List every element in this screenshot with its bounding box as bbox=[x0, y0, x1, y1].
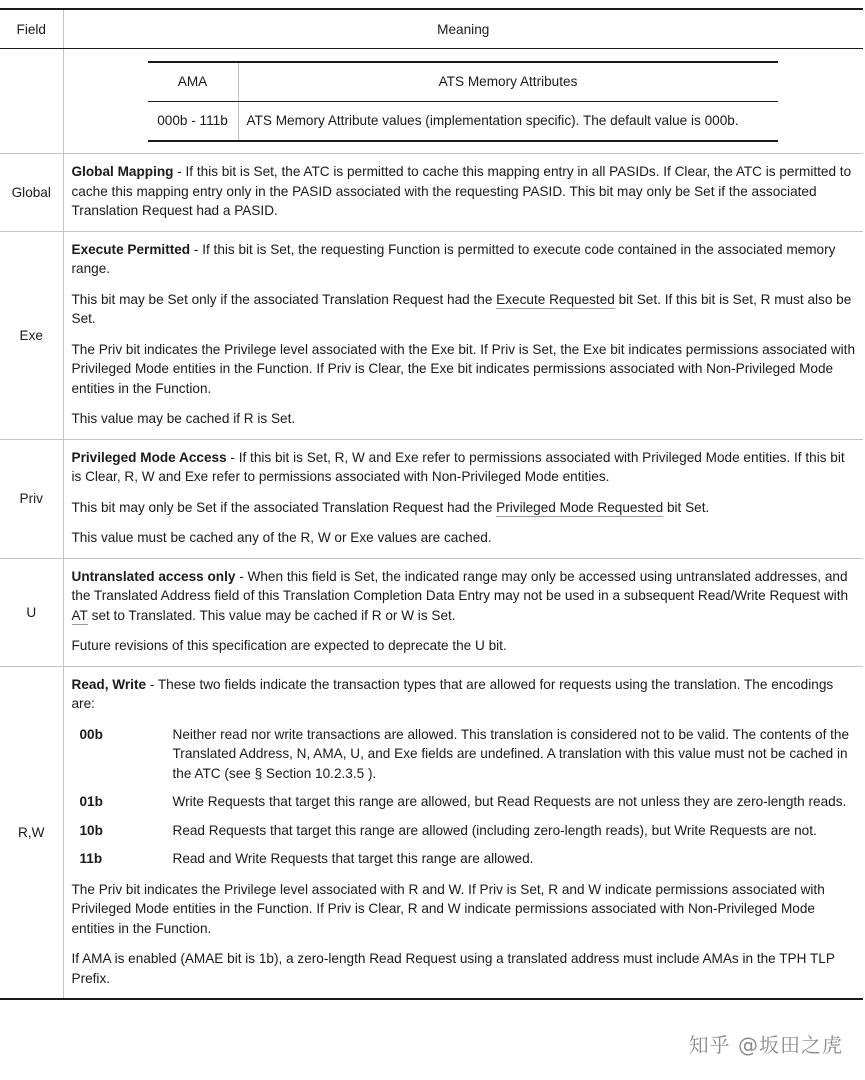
table-row-priv bbox=[0, 439, 863, 558]
encoding-row-11b bbox=[80, 849, 856, 869]
exe-text-2b: bit Set. If this bit is Set, R must also be Set. bbox=[71, 291, 852, 326]
watermark: 知乎 @坂田之虎 bbox=[688, 1033, 843, 1057]
priv-paragraph-3: This value must be cached any of the R, W or Exe values are cached. bbox=[71, 530, 492, 545]
ats-memory-attributes-col-header: ATS Memory Attributes bbox=[238, 62, 778, 102]
table-row-u bbox=[0, 558, 863, 666]
encoding-row-01b bbox=[80, 792, 856, 812]
exe-paragraph-4: This value may be cached if R is Set. bbox=[71, 411, 296, 426]
encoding-code: 01b bbox=[79, 794, 103, 809]
field-name-global: Global bbox=[0, 154, 63, 232]
priv-paragraph-2 bbox=[72, 498, 856, 518]
table-row-exe bbox=[0, 231, 863, 439]
encoding-row-10b bbox=[80, 821, 856, 841]
table-row-ama bbox=[0, 49, 863, 154]
u-paragraph-2: Future revisions of this specification are expected to deprecate the U bit. bbox=[71, 638, 507, 653]
global-text: - If this bit is Set, the ATC is permitted to cache this mapping entry in all PASIDs. If Clear, the ATC is permitted to cache this mapping entry only in the PASID associated with the requesting PASID. This bit may only be Set if the associated Translation Request had a PASID. bbox=[71, 164, 852, 218]
global-paragraph bbox=[72, 162, 856, 221]
execute-requested-link[interactable]: Execute Requested bbox=[496, 291, 615, 307]
priv-text-2a: This bit may only be Set if the associated Translation Request had the bbox=[71, 499, 497, 515]
rw-title: Read, Write bbox=[71, 676, 147, 692]
ama-description: ATS Memory Attribute values (implementation specific). The default value is 000b. bbox=[238, 101, 778, 141]
privileged-mode-requested-link[interactable]: Privileged Mode Requested bbox=[496, 499, 664, 515]
u-title: Untranslated access only bbox=[71, 568, 236, 584]
encoding-code: 00b bbox=[79, 726, 103, 742]
field-name-priv: Priv bbox=[0, 439, 63, 558]
exe-paragraph-3: The Priv bit indicates the Privilege level associated with the Exe bit. If Priv is Set, the Exe bit indicates permissions associated with Privileged Mode entities in the Function. If Priv is Clear, the Exe bit indicates permissions associated with Non-Privileged Mode entities in the Function. bbox=[71, 341, 856, 396]
encoding-code: 10b bbox=[79, 822, 103, 838]
u-text-1b: set to Translated. This value may be cached if R or W is Set. bbox=[87, 607, 456, 623]
encoding-row-00b bbox=[80, 725, 856, 784]
global-title: Global Mapping bbox=[71, 164, 174, 179]
meaning-u bbox=[63, 558, 863, 666]
encoding-code: 11b bbox=[79, 851, 103, 866]
field-name-rw: R,W bbox=[0, 666, 63, 999]
field-cell-empty bbox=[0, 49, 63, 154]
encoding-text: Neither read nor write transactions are allowed. This translation is considered not to be valid. The contents of the Translated Address, N, AMA, U, and Exe fields are undefined. A translation with this value must not be cached in the ATC (see § Section 10.2.3.5 ). bbox=[172, 726, 850, 781]
meaning-priv bbox=[63, 439, 863, 558]
field-definition-table bbox=[0, 8, 863, 1000]
priv-paragraph-1 bbox=[72, 448, 856, 487]
exe-paragraph-2 bbox=[72, 290, 856, 329]
u-paragraph-1 bbox=[72, 567, 856, 626]
priv-title: Privileged Mode Access bbox=[71, 449, 227, 465]
meaning-rw bbox=[63, 666, 863, 999]
table-row-rw bbox=[0, 666, 863, 999]
ama-subtable-row bbox=[148, 101, 778, 141]
encoding-text: Read Requests that target this range are allowed (including zero-length reads), but Write Requests are not. bbox=[172, 822, 817, 838]
u-text-1a: - When this field is Set, the indicated range may only be accessed using untranslated addresses, and the Translated Address field of this Translation Completion Data Entry may not be used in a subsequent Read/Write Request with bbox=[71, 568, 849, 603]
table-header-row bbox=[0, 9, 863, 49]
priv-text-1: - If this bit is Set, R, W and Exe refer to permissions associated with Privileged Mode entities. If this bit is Clear, R, W and Exe refer to permissions associated with Non-Privileged Mode entities. bbox=[71, 449, 845, 484]
table-row-global bbox=[0, 154, 863, 232]
field-column-header: Field bbox=[0, 9, 63, 49]
rw-paragraph-1 bbox=[72, 675, 856, 714]
ama-subtable-header bbox=[148, 62, 778, 102]
rw-paragraph-2: The Priv bit indicates the Privilege level associated with R and W. If Priv is Set, R and W indicate permissions associated with Privileged Mode entities in the Function. If Priv is Clear, R and W indicate permissions associated with Non-Privileged Mode entities in the Function. bbox=[71, 881, 825, 936]
encoding-text: Write Requests that target this range are allowed, but Read Requests are not unless they are zero-length reads. bbox=[172, 794, 847, 809]
exe-text-2a: This bit may be Set only if the associated Translation Request had the bbox=[71, 291, 497, 307]
priv-text-2b: bit Set. bbox=[663, 499, 710, 515]
ama-col-header: AMA bbox=[148, 62, 239, 102]
ama-subtable bbox=[148, 61, 778, 142]
rw-paragraph-3: If AMA is enabled (AMAE bit is 1b), a zero-length Read Request using a translated address must include AMAs in the TPH TLP Prefix. bbox=[71, 951, 835, 986]
exe-text-1: - If this bit is Set, the requesting Function is permitted to execute code contained in the associated memory range. bbox=[71, 241, 836, 276]
exe-paragraph-1 bbox=[72, 240, 856, 279]
meaning-column-header: Meaning bbox=[63, 9, 863, 49]
meaning-exe bbox=[63, 231, 863, 439]
rw-text-1: - These two fields indicate the transaction types that are allowed for requests using the translation. The encodings are: bbox=[71, 676, 834, 711]
meaning-global bbox=[63, 154, 863, 232]
field-name-exe: Exe bbox=[0, 231, 63, 439]
encoding-text: Read and Write Requests that target this range are allowed. bbox=[172, 851, 534, 866]
meaning-cell-ama bbox=[63, 49, 863, 154]
ama-value: 000b - 111b bbox=[148, 101, 239, 141]
exe-title: Execute Permitted bbox=[71, 241, 191, 257]
field-name-u: U bbox=[0, 558, 63, 666]
at-link[interactable]: AT bbox=[71, 607, 88, 623]
